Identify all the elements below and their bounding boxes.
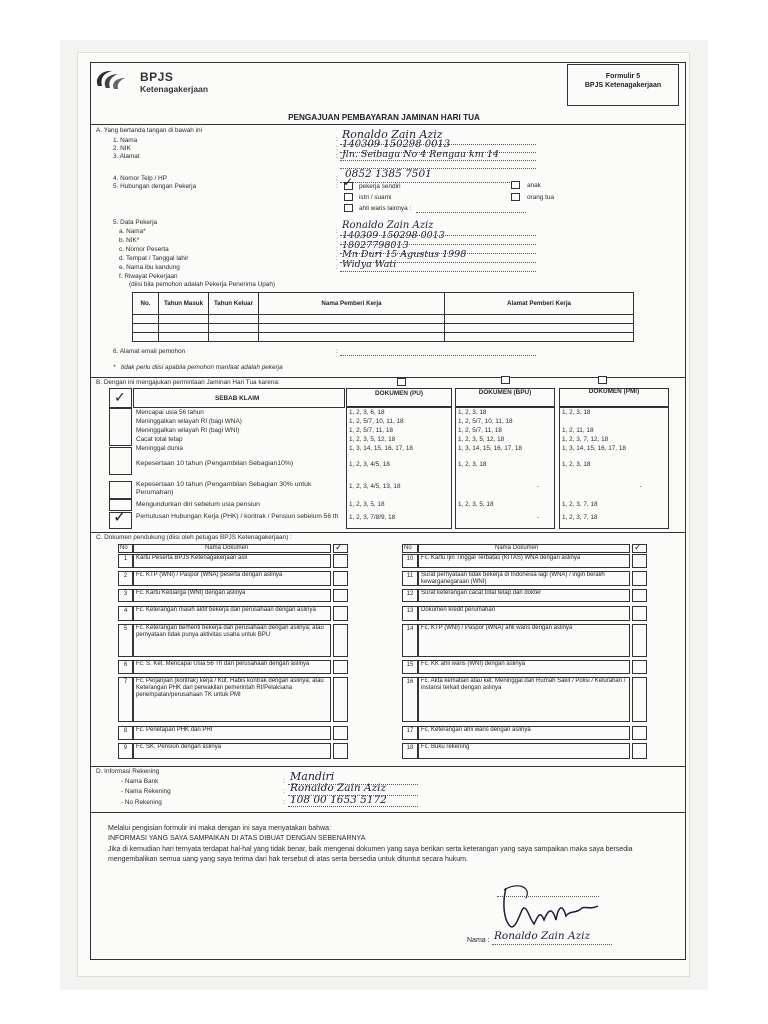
account-number-value[interactable]: 108 00 1653 5172 [290,794,387,806]
pmi-docs: 1, 2, 3, 7, 18 [562,501,598,508]
declaration-line-1: Melalui pengisian formulir ini maka dengan ini saya menyatakan bahwa: [108,825,331,832]
doc-checkbox[interactable] [632,606,647,621]
cause-label: Cacat total tetap [136,436,183,443]
doc-number: 5 [123,626,128,632]
doc-name: Surat pernyataan tidak bekerja di Indonesia lagi (WNA) / ingin beralih kewarganegaraan (WNI) [421,572,605,586]
doc-name: Fc. KTP (WNI) / Paspor (WNA) peserta dengan aslinya [136,572,283,578]
doc-name: Fc. Akta kematian atau ket. Meninggal dari Rumah Sakit / Polisi / Kelurahan / instansi terkait dengan aslinya [421,678,626,692]
relation-label-self: pekerja sendiri [359,183,401,190]
check-mark-icon: ✓ [113,509,127,526]
doc-number: 14 [406,626,414,632]
relation-checkbox-spouse[interactable] [344,193,353,201]
section-c-heading: C. Dokumen pendukung (diisi oleh petugas BPJS Ketenagakerjaan) : [96,534,292,541]
doc-name: Fc. Keterangan berhenti bekerja dari perusahaan dengan aslinya; atau pernyataan tidak punya aktivitas usaha untuk BPU [136,625,324,639]
pu-docs: 1, 2, 5/7, 10, 11, 18 [349,418,404,425]
doc-number: 12 [406,591,414,597]
logo-title: BPJS [140,70,174,84]
worker-label-birth: d. Tempat / Tanggal lahir [119,255,189,262]
history-col-employer: Nama Pemberi Kerja [259,293,445,315]
doc-number: 7 [123,679,128,685]
pu-docs: 1, 2, 3, 5, 12, 18 [349,436,396,443]
doc-checkbox[interactable] [632,677,647,722]
worker-value-name[interactable]: Ronaldo Zain Aziz [342,220,434,231]
doc-checkbox[interactable] [632,554,647,568]
field-label-name: 1. Nama [113,137,138,144]
cause-label: Kepesertaan 10 tahun (Pengambilan Sebagian10%) [136,460,294,467]
doc-checkbox[interactable] [333,726,348,740]
doc-checkbox[interactable] [632,743,647,759]
worker-label-history: f. Riwayat Pekerjaan [119,273,178,280]
field-label-phone: 4. Nomor Telp / HP [113,175,167,182]
doc-number: 15 [406,662,414,668]
doc-name: Surat keterangan cacat total tetap dari dokter [421,590,542,596]
bpu-docs: 1, 3, 14, 15, 16, 17, 18 [458,445,522,452]
field-label-address: 3. Alamat [113,153,140,160]
doc-checkbox[interactable] [333,571,348,586]
bpu-docs: 1, 2, 5/7, 11, 18 [458,427,502,434]
doc-number: 4 [123,608,128,614]
field-value-nik[interactable]: 140309 150298 0013 [342,139,451,150]
check-mark-icon: ✓ [114,389,126,405]
doc-pu-checkbox[interactable] [397,378,406,386]
cause-label: Pemutusan Hubungan Kerja (PHK) / kontrak / Pensiun sebelum 56 th [136,513,339,520]
pmi-docs: - [640,483,643,490]
check-mark-icon: ✓ [335,542,343,552]
doc-number: 9 [123,745,128,751]
worker-value-participant[interactable]: 18027798013 [342,240,409,251]
field-label-relation: 5. Hubungan dengan Pekerja [113,183,197,190]
bpu-docs: 1, 2, 3, 5, 18 [458,501,494,508]
bank-name-value[interactable]: Mandiri [290,770,335,783]
doc-number: 11 [406,573,414,579]
pmi-docs: 1, 2, 3, 18 [562,409,591,416]
cause-label: Mengundurkan diri sebelum usia pensiun [136,501,260,508]
account-number-label: - No Rekening [121,799,162,806]
pmi-docs: 1, 2, 11, 18 [562,427,594,434]
form-number-box [567,64,679,106]
doc-name: Fc. Keterangan masih aktif bekerja dari perusahaan dengan aslinya [136,607,316,613]
cause-label: Mencapai usia 56 tahun [136,409,204,416]
relation-checkbox-parent[interactable] [511,193,520,201]
account-name-value[interactable]: Ronaldo Zain Aziz [290,782,387,794]
relation-label-spouse: istri / suami [359,194,392,201]
doc-name: Dokumen kredit perumahan [421,607,496,613]
check-mark-icon: ✓ [343,175,354,189]
bpu-docs: - [537,514,540,521]
section-d-heading: D. Informasi Rekening [96,768,160,775]
bank-name-label: - Nama Bank [121,778,159,785]
signature-mark [496,880,606,936]
bpu-docs: - [537,483,540,490]
table-row [133,333,634,342]
doc-number: 18 [406,745,414,751]
pu-docs: 1, 2, 3, 4/5, 18 [349,461,390,468]
doc-checkbox[interactable] [632,660,647,674]
worker-label-mother: e. Nama ibu kandung [119,264,180,271]
history-col-end: Tahun Keluar [209,293,259,315]
doc-checkbox[interactable] [333,606,348,621]
doc-name: Fc. KK ahli waris (WNI) dengan aslinya [421,661,526,667]
field-value-address[interactable]: Jln. Seibagu No 4 Rengau km 14 [342,149,499,160]
doc-name: Kartu Peserta BPJS Ketenagakerjaan asli [136,555,248,561]
worker-value-nik[interactable]: 140309 150298 0013 [342,230,445,241]
table-row [133,324,634,333]
declaration-line-3: Jika di kemudian hari ternyata terdapat hal-hal yang tidak benar, baik mengenai dokumen yang saya berikan serta keterangan yang saya sampaikan maka saya bersedia mengembalikan semua uang yang saya terima dari hak tersebut di atas serta bersedia untuk dituntut secara hukum. [108,846,633,863]
doc-name: Fc. Kartu Keluarga (WNI) dengan aslinya [136,590,246,596]
cause-checkbox-group-1[interactable] [109,408,132,446]
pu-docs: 1, 2, 3, 4/5, 13, 18 [349,483,401,490]
relation-checkbox-child[interactable] [511,181,520,189]
doc-col-no: No [120,545,128,551]
doc-col-no: No [404,545,412,551]
pmi-docs: 1, 3, 14, 15, 16, 17, 18 [562,445,626,452]
doc-number: 13 [406,608,414,614]
history-col-start: Tahun Masuk [159,293,209,315]
form-label: Formulir 5 [605,73,641,80]
pu-docs: 1, 2, 5/7, 11, 18 [349,427,393,434]
cause-label: Meninggalkan wilayah RI (bagi WNI) [136,427,240,434]
doc-checkbox[interactable] [333,660,348,674]
doc-checkbox[interactable] [333,554,348,568]
bpu-docs: 1, 2, 3, 5, 12, 18 [458,436,505,443]
doc-checkbox[interactable] [632,726,647,740]
pmi-header: DOKUMEN (PMI) [588,388,640,395]
signature-name-value[interactable]: Ronaldo Zain Aziz [494,930,591,942]
table-row [133,315,634,324]
doc-name: Fc. S. Ket. Mencapai Usia 56 Th dari perusahaan dengan aslinya [136,661,310,667]
worker-value-mother[interactable]: Widya Wati [342,259,397,270]
worker-label-name: a. Nama* [119,228,146,235]
cause-label: Kepesertaan 10 tahun (Pengambilan Sebagian 30% untuk Perumahan) [136,481,312,497]
doc-checkbox[interactable] [333,589,348,602]
email-label: 6. Alamat email pemohon [113,348,186,355]
worker-label-nik: b. NIK* [119,237,140,244]
doc-number: 1 [123,556,128,562]
doc-col-name: Nama Dokumen [495,545,539,551]
doc-name: Fc. Buku rekening [421,744,470,750]
bpu-docs: 1, 2, 5/7, 10, 11, 18 [458,418,513,425]
footnote: tidak perlu diisi apabila pemohon manfaat adalah pekerja [121,364,283,371]
section-d-divider [91,766,685,767]
doc-number: 8 [123,728,128,734]
doc-name: Fc. Perjanjian (kontrak) kerja / Kut. Habis kontrak dengan aslinya; atau Keterangan PHK dari perwakilan pemerintah RI/Pelaksana penempatan/perusahaan TK untuk PMI [136,678,324,699]
cause-label: Meninggal dunia [136,445,183,452]
doc-number: 17 [406,728,414,734]
section-a-heading: A. Yang bertanda tangan di bawah ini [96,127,203,134]
doc-name: Fc. Penetapan PHK dari PHI [136,727,213,733]
doc-pmi-checkbox[interactable] [598,376,607,384]
pu-docs: 1, 2, 3, 5, 18 [349,501,385,508]
page-title: PENGAJUAN PEMBAYARAN JAMINAN HARI TUA [288,113,480,122]
relation-checkbox-other[interactable] [344,204,353,212]
doc-checkbox[interactable] [632,571,647,586]
doc-number: 16 [406,679,414,685]
pu-docs: 1, 2, 3, 7/8/9, 18 [349,514,396,521]
relation-label-child: anak [527,182,541,189]
bpu-docs: 1, 2, 3, 18 [458,461,487,468]
doc-name: Fc. Keterangan ahli waris dengan aslinya [421,727,531,733]
relation-label-parent: orang tua [527,194,555,201]
email-field[interactable] [340,355,536,356]
cause-checkbox-7[interactable] [109,481,132,499]
logo-subtitle: Ketenagakerjaan [140,84,209,94]
doc-checkbox[interactable] [632,624,647,657]
worker-heading: 5. Data Pekerja [113,219,158,226]
cause-label: Meninggalkan wilayah RI (bagi WNA) [136,418,242,425]
cause-checkbox-group-2[interactable] [109,447,132,475]
field-value-name[interactable]: Ronaldo Zain Aziz [342,128,443,141]
section-b-heading: B. Dengan ini mengajukan permintaan Jaminan Hari Tua karena: [96,379,280,386]
pu-header: DOKUMEN (PU) [375,390,423,397]
cause-header: SEBAB KLAIM [215,395,260,402]
section-b-divider [91,377,685,378]
pu-docs: 1, 2, 3, 6, 18 [349,409,385,416]
doc-checkbox[interactable] [333,677,348,722]
field-label-nik: 2. NIK [113,145,131,152]
doc-checkbox[interactable] [333,743,348,759]
worker-value-birth[interactable]: Mn Duri 15 Agustus 1998 [342,249,467,260]
doc-number: 3 [123,591,128,597]
bpjs-logo-icon [92,68,130,94]
doc-checkbox[interactable] [333,624,348,657]
account-name-label: - Nama Rekening [121,788,171,795]
bpu-header: DOKUMEN (BPU) [478,389,532,396]
pmi-docs: 1, 2, 3, 7, 18 [562,514,598,521]
field-value-phone[interactable]: 0852 1385 7501 [345,168,432,180]
doc-name: Fc. SK. Pensiun dengan aslinya [136,744,222,750]
pu-docs: 1, 3, 14, 15, 16, 17, 18 [349,445,413,452]
doc-name: Fc. KTP (WNI) / Paspor (WNA) ahli waris dengan aslinya [421,625,573,631]
doc-checkbox[interactable] [632,589,647,602]
doc-number: 6 [123,662,128,668]
doc-number: 10 [406,556,414,562]
doc-col-name: Nama Dokumen [205,545,249,551]
section-c-divider [91,532,685,533]
bpu-docs: 1, 2, 3, 18 [458,409,487,416]
pmi-docs: 1, 2, 3, 7, 12, 18 [562,436,609,443]
worker-label-participant: c. Nomor Peserta [119,246,169,253]
history-note: (diisi bila pemohon adalah Pekerja Penerima Upah) [129,281,276,288]
doc-number: 2 [123,573,128,579]
relation-label-other: ahli waris lainnya : [359,205,412,212]
form-org: BPJS Ketenagakerjaan [584,82,662,90]
history-col-address: Alamat Pemberi Kerja [445,293,634,315]
check-mark-icon: ✓ [634,542,642,552]
doc-bpu-checkbox[interactable] [501,376,510,384]
declaration-divider [91,812,685,813]
declaration-line-2: INFORMASI YANG SAYA SAMPAIKAN DI ATAS DIBUAT DENGAN SEBENARNYA [108,835,366,842]
section-a-divider [91,124,685,125]
history-col-no: No. [133,293,159,315]
signature-name-label: Nama : [467,937,490,944]
doc-name: Fc. Kartu Ijin Tinggal Terbatas (KITAS) WNA dengan aslinya [421,555,581,561]
work-history-table [132,292,634,342]
pmi-docs: 1, 2, 3, 18 [562,461,591,468]
